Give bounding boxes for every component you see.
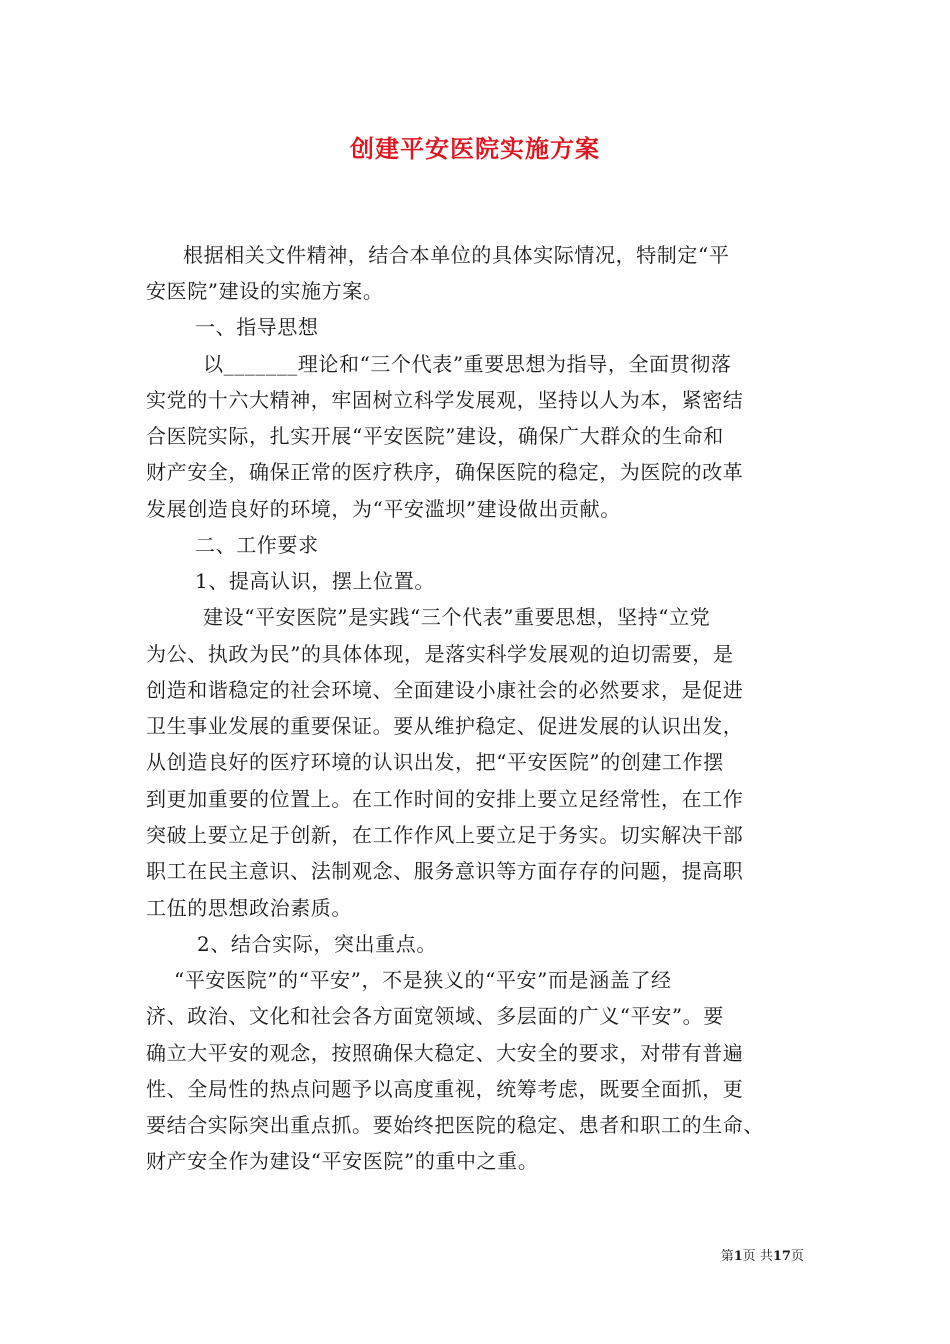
body-line: 要结合实际突出重点抓。要始终把医院的稳定、患者和职工的生命、 (146, 1113, 764, 1137)
body-line: “平安医院”的“平安”，不是狭义的“平安”而是涵盖了经 (174, 968, 672, 992)
body-line: 创造和谐稳定的社会环境、全面建设小康社会的必然要求，是促进 (146, 678, 744, 702)
body-line: 性、全局性的热点问题予以高度重视，统筹考虑，既要全面抓，更 (146, 1077, 744, 1101)
page-number-footer (721, 1248, 804, 1266)
body-line: 财产安全，确保正常的医疗秩序，确保医院的稳定，为医院的改革 (146, 460, 744, 484)
section-heading-work-requirements: 二、工作要求 (195, 533, 319, 557)
body-line: 卫生事业发展的重要保证。要从维护稳定、促进发展的认识出发， (146, 714, 744, 738)
footer-prefix: 第 (720, 1249, 734, 1264)
body-line: 以_______理论和“三个代表”重要思想为指导，全面贯彻落 (203, 352, 732, 376)
body-line: 突破上要立足于创新，在工作作风上要立足于务实。切实解决干部 (146, 823, 744, 847)
body-line: 工伍的思想政治素质。 (146, 896, 352, 920)
current-page-number: 1 (733, 1249, 743, 1264)
body-line: 财产安全作为建设“平安医院”的重中之重。 (146, 1149, 539, 1173)
body-line: 济、政治、文化和社会各方面宽领域、多层面的广义“平安”。要 (146, 1004, 724, 1028)
footer-suffix: 页 (790, 1249, 804, 1264)
body-line: 为公、执政为民”的具体体现，是落实科学发展观的迫切需要，是 (146, 642, 734, 666)
body-line: 根据相关文件精神，结合本单位的具体实际情况，特制定“平 (183, 243, 730, 267)
document-title: 创建平安医院实施方案 (350, 134, 600, 163)
body-line: 建设“平安医院”是实践“三个代表”重要思想，坚持“立党 (203, 605, 711, 629)
body-line: 合医院实际，扎实开展“平安医院”建设，确保广大群众的生命和 (146, 424, 724, 448)
section-heading-guiding-ideology: 一、指导思想 (195, 315, 319, 339)
body-line: 职工在民主意识、法制观念、服务意识等方面存存的问题，提高职 (146, 859, 744, 883)
body-line: 发展创造良好的环境，为“平安滥坝”建设做出贡献。 (146, 497, 621, 521)
subsection-heading-2: 2、结合实际，突出重点。 (197, 932, 437, 956)
body-line: 从创造良好的医疗环境的认识出发，把“平安医院”的创建工作摆 (146, 750, 724, 774)
body-line: 实党的十六大精神，牢固树立科学发展观，坚持以人为本，紧密结 (146, 388, 744, 412)
subsection-heading-1: 1、提高认识，摆上位置。 (195, 569, 435, 593)
total-page-count: 17 (772, 1249, 791, 1264)
footer-middle: 页 共 (742, 1249, 773, 1264)
body-line: 安医院”建设的实施方案。 (146, 279, 384, 303)
body-line: 到更加重要的位置上。在工作时间的安排上要立足经常性，在工作 (146, 787, 744, 811)
body-line: 确立大平安的观念，按照确保大稳定、大安全的要求，对带有普遍 (146, 1041, 744, 1065)
